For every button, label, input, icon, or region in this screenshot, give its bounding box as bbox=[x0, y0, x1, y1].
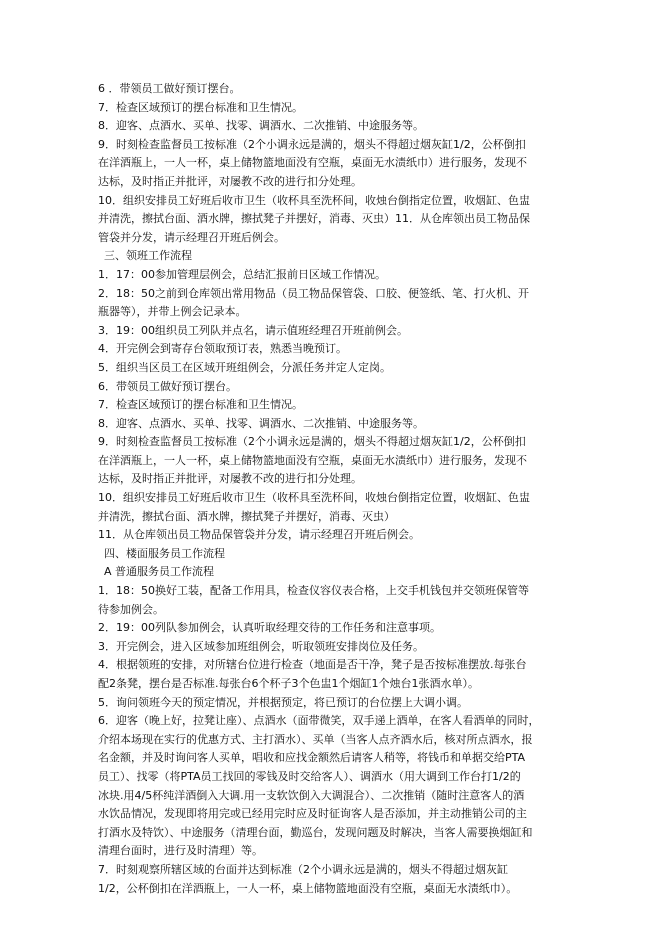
text-line: 7．检查区域预订的摆台标准和卫生情况。 bbox=[98, 100, 303, 114]
text-line: 冰块.用4/5杯纯洋酒倒入大调.用一支软饮倒入大调混合）、二次推销（随时注意客人的酒 bbox=[98, 788, 525, 802]
text-line: 并清洗，擦拭台面、酒水牌，擦拭凳子并摆好，消毒、灭虫）11．从仓库领出员工物品保 bbox=[98, 212, 530, 226]
text-line: 3．19：00组织员工列队并点名，请示值班经理召开班前例会。 bbox=[98, 323, 408, 337]
section-heading-floor-staff-workflow: 四、楼面服务员工作流程 bbox=[104, 546, 225, 560]
text-line: 介绍本场现在实行的优惠方式、主打酒水）、买单（当客人点齐酒水后，核对所点酒水，报 bbox=[98, 732, 533, 746]
text-line: 6．带领员工做好预订摆台。 bbox=[98, 379, 237, 393]
text-line: 1/2，公杯倒扣在洋酒瓶上，一人一杯，桌上储物篮地面没有空瓶，桌面无水渍纸巾）。 bbox=[98, 881, 518, 895]
text-line: 在洋酒瓶上，一人一杯，桌上储物篮地面没有空瓶，桌面无水渍纸巾）进行服务，发现不 bbox=[98, 156, 527, 170]
text-line: 5．组织当区员工在区域开班组例会，分派任务并定人定岗。 bbox=[98, 360, 391, 374]
text-line: 打酒水及特饮）、中途服务（清理台面，勤巡台，发现问题及时解决，当客人需要换烟缸和 bbox=[98, 825, 533, 839]
text-line: 11．从仓库领出员工物品保管袋并分发，请示经理召开班后例会。 bbox=[98, 528, 420, 542]
text-line: 水饮品情况，发现即将用完或已经用完时应及时征询客人是否添加，并主动推销公司的主 bbox=[98, 807, 527, 821]
document-page bbox=[98, 80, 568, 898]
text-line: 瓶器等），并带上例会记录本。 bbox=[98, 305, 247, 319]
text-line: 达标，及时指正并批评，对屡教不改的进行扣分处理。 bbox=[98, 472, 362, 486]
text-line: 1．18：50换好工装，配备工作用具，检查仪容仪表合格，上交手机钱包并交领班保管等 bbox=[98, 584, 529, 598]
subsection-heading-regular-staff: A 普通服务员工作流程 bbox=[104, 565, 215, 579]
text-line: 7．时刻观察所辖区域的台面并达到标准（2个小调永远是满的，烟头不得超过烟灰缸 bbox=[98, 862, 508, 876]
text-line: 4．开完例会到寄存台领取预订表，熟悉当晚预订。 bbox=[98, 342, 347, 356]
text-line: 6 ．带领员工做好预订摆台。 bbox=[98, 82, 241, 95]
text-line: 员工）、找零（将PTA员工找回的零钱及时交给客人）、调酒水（用大调到工作台打1/2的 bbox=[98, 769, 521, 783]
text-line: 并清洗，擦拭台面、酒水牌，擦拭凳子并摆好，消毒、灭虫） bbox=[98, 509, 395, 523]
text-line: 名金额，并及时询问客人买单，唱收和应找金额然后请客人稍等，将钱币和单据交给PTA bbox=[98, 751, 526, 765]
text-line: 10．组织安排员工好班后收市卫生（收杯具至洗杯间，收烛台倒指定位置，收烟缸、色盅 bbox=[98, 491, 530, 505]
text-line: 9．时刻检查监督员工按标准（2个小调永远是满的，烟头不得超过烟灰缸1/2，公杯倒扣 bbox=[98, 137, 526, 151]
text-line: 1．17：00参加管理层例会，总结汇报前日区域工作情况。 bbox=[98, 267, 386, 281]
text-line: 2．18：50之前到仓库领出常用物品（员工物品保管袋、口胶、便签纸、笔、打火机、开 bbox=[98, 286, 529, 300]
text-line: 5．询问领班今天的预定情况，并根据预定，将已预订的台位摆上大调小调。 bbox=[98, 695, 468, 709]
text-line: 管袋并分发，请示经理召开班后例会。 bbox=[98, 230, 285, 244]
text-line: 8．迎客、点酒水、买单、找零、调酒水、二次推销、中途服务等。 bbox=[98, 416, 424, 430]
text-line: 8．迎客、点酒水、买单、找零、调酒水、二次推销、中途服务等。 bbox=[98, 119, 424, 133]
text-line: 达标，及时指正并批评，对屡教不改的进行扣分处理。 bbox=[98, 174, 362, 188]
text-line: 10．组织安排员工好班后收市卫生（收杯具至洗杯间，收烛台倒指定位置，收烟缸、色盅 bbox=[98, 193, 530, 207]
text-line: 待参加例会。 bbox=[98, 602, 164, 616]
text-line: 7．检查区域预订的摆台标准和卫生情况。 bbox=[98, 398, 303, 412]
section-heading-captain-workflow: 三、领班工作流程 bbox=[104, 249, 192, 263]
text-line: 4．根据领班的安排，对所辖台位进行检查（地面是否干净，凳子是否按标准摆放.每张台 bbox=[98, 658, 527, 672]
text-line: 2．19：00列队参加例会，认真听取经理交待的工作任务和注意事项。 bbox=[98, 621, 441, 635]
text-line: 清理台面时，进行及时清理）等。 bbox=[98, 844, 263, 858]
text-line: 在洋酒瓶上，一人一杯，桌上储物篮地面没有空瓶，桌面无水渍纸巾）进行服务，发现不 bbox=[98, 453, 527, 467]
text-line: 3．开完例会，进入区域参加班组例会，听取领班安排岗位及任务。 bbox=[98, 639, 424, 653]
text-line: 9．时刻检查监督员工按标准（2个小调永远是满的，烟头不得超过烟灰缸1/2，公杯倒扣 bbox=[98, 435, 526, 449]
text-line: 配2条凳，摆台是否标准.每张台6个杯子3个色盅1个烟缸1个烛台1张酒水单）。 bbox=[98, 677, 479, 690]
text-line: 6．迎客（晚上好，拉凳让座）、点酒水（面带微笑，双手递上酒单，在客人看酒单的同时， bbox=[98, 714, 540, 728]
